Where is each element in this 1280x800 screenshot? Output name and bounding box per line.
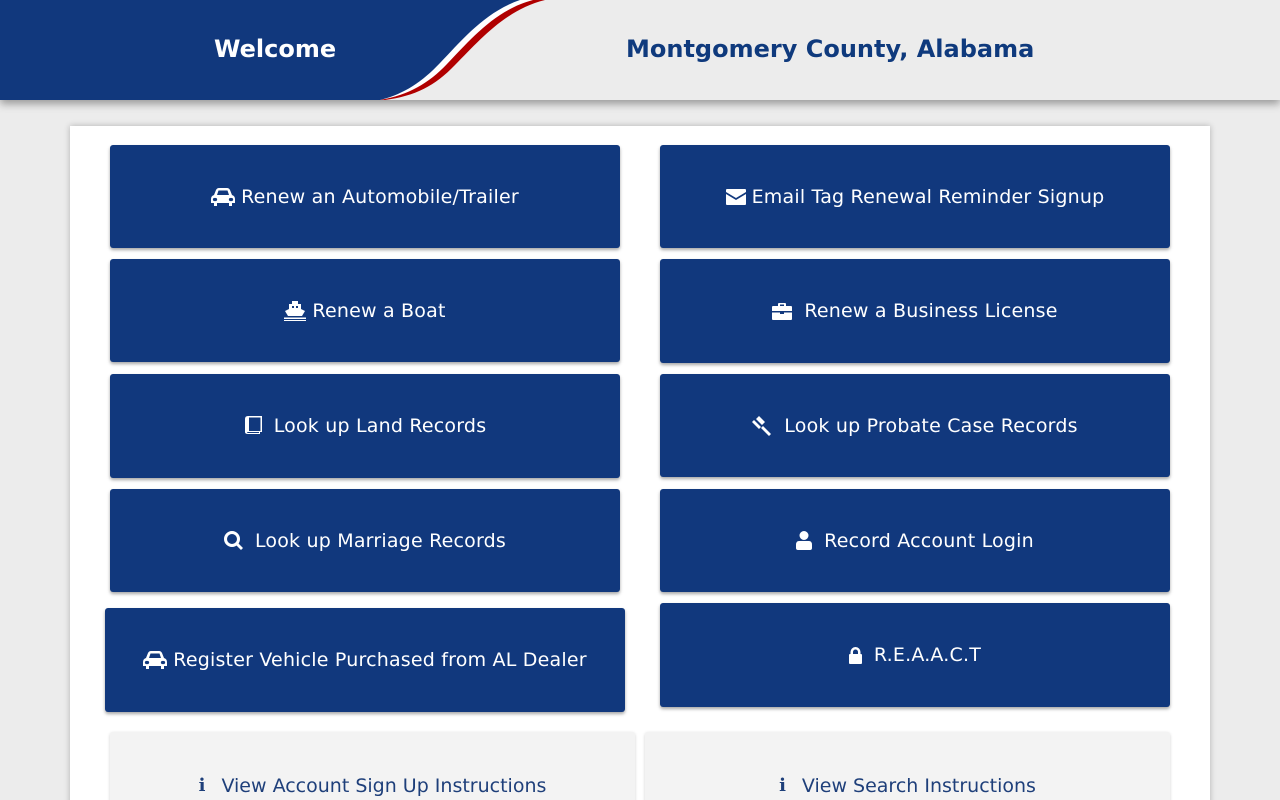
record-account-login-label: Record Account Login — [824, 529, 1034, 552]
account-signup-instructions-label: View Account Sign Up Instructions — [221, 775, 547, 797]
record-account-login-button[interactable] — [660, 489, 1170, 592]
email-reminder-button[interactable] — [660, 145, 1170, 248]
probate-records-button[interactable] — [660, 374, 1170, 477]
gavel-icon — [752, 416, 772, 436]
lock-icon — [849, 647, 862, 664]
search-instructions-button[interactable] — [645, 732, 1170, 800]
page-header — [0, 0, 1280, 100]
county-title: Montgomery County, Alabama — [626, 35, 1035, 63]
register-vehicle-dealer-label: Register Vehicle Purchased from AL Dealer — [173, 649, 587, 671]
book-icon — [244, 416, 262, 436]
renew-boat-label: Renew a Boat — [312, 299, 446, 322]
renew-automobile-label: Renew an Automobile/Trailer — [241, 185, 519, 208]
search-instructions-label: View Search Instructions — [801, 775, 1036, 797]
renew-business-license-label: Renew a Business License — [804, 300, 1058, 322]
land-records-button[interactable] — [110, 374, 620, 478]
car-icon — [143, 650, 167, 670]
renew-boat-button[interactable] — [110, 259, 620, 362]
info-icon: i — [779, 775, 786, 796]
car-icon — [211, 187, 235, 207]
renew-automobile-button[interactable] — [110, 145, 620, 248]
ship-icon — [284, 301, 306, 321]
info-icon: i — [198, 775, 206, 796]
envelope-icon — [726, 189, 746, 205]
reaact-label: R.E.A.A.C.T — [873, 644, 982, 666]
user-icon — [796, 531, 812, 550]
welcome-heading: Welcome — [214, 35, 337, 63]
land-records-label: Look up Land Records — [273, 415, 487, 437]
marriage-records-button[interactable] — [110, 489, 620, 592]
marriage-records-label: Look up Marriage Records — [254, 529, 507, 552]
register-vehicle-dealer-button[interactable] — [105, 608, 625, 712]
probate-records-label: Look up Probate Case Records — [784, 414, 1078, 437]
account-signup-instructions-button[interactable] — [110, 732, 635, 800]
email-reminder-label: Email Tag Renewal Reminder Signup — [751, 185, 1105, 208]
renew-business-license-button[interactable] — [660, 259, 1170, 363]
search-icon — [224, 531, 243, 550]
briefcase-icon — [772, 303, 792, 320]
reaact-button[interactable] — [660, 603, 1170, 707]
